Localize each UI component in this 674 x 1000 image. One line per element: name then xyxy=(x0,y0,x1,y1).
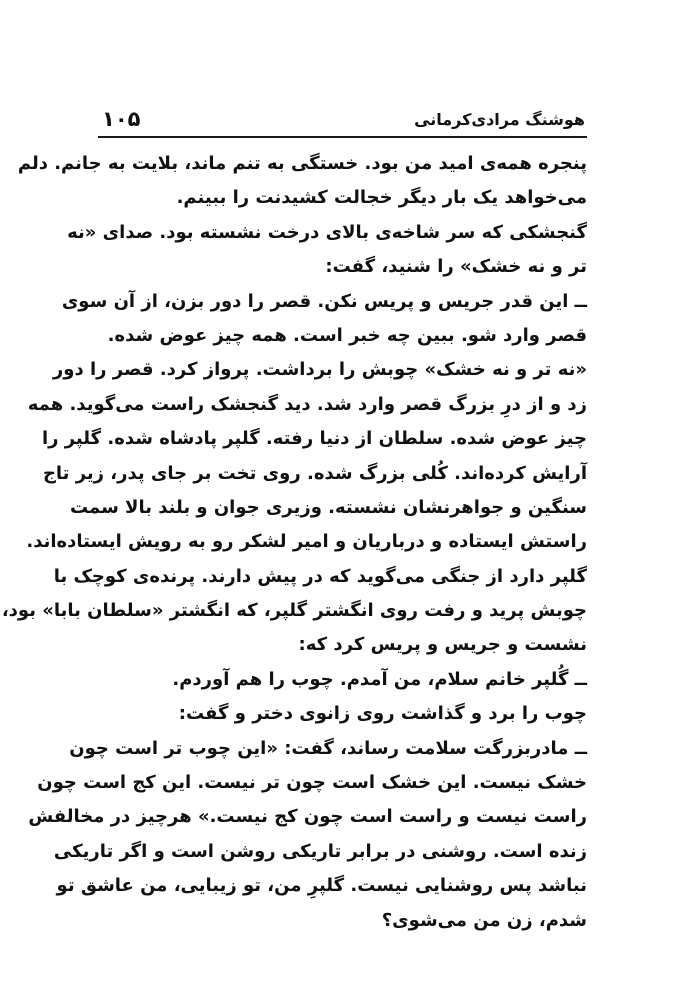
text-line: چوب را برد و گذاشت روی زانوی دختر و گفت: xyxy=(178,703,587,725)
text-line: خشک نیست. این خشک است چون تر نیست. این کج است چون xyxy=(37,772,587,794)
text-line: راست نیست و راست است چون کج نیست.» هرچیز در مخالفش xyxy=(28,806,587,828)
text-line: راستش ایستاده و درباریان و امیر لشکر رو به رویش ایستاده‌اند. xyxy=(26,531,587,553)
running-head: هوشنگ مرادی‌کرمانی xyxy=(414,110,585,129)
text-line: ــ گُلپر خانم سلام، من آمدم. چوب را هم آوردم. xyxy=(172,668,587,690)
page-header xyxy=(98,102,587,138)
text-line: پنجره همه‌ی امید من بود. خستگی به تنم ماند، بلایت به جانم. دلم xyxy=(17,153,587,174)
text-line: گلپر دارد از جنگی می‌گوید که در پیش دارند. پرنده‌ی کوچک با xyxy=(53,565,587,587)
text-line: زنده است. روشنی در برابر تاریکی روشن است و اگر تاریکی xyxy=(53,840,587,862)
text-line: نشست و جریس و پریس کرد که: xyxy=(298,634,587,656)
text-line: چیز عوض شده. سلطان از دنیا رفته. گلپر پادشاه شده. گلپر را xyxy=(41,428,587,450)
text-line: نباشد پس روشنایی نیست. گلپرِ من، تو زیبایی، من عاشق تو xyxy=(56,875,587,897)
text-line: شدم، زن من می‌شوی؟ xyxy=(381,909,587,931)
text-line: می‌خواهد یک بار دیگر خجالت کشیدنت را ببینم. xyxy=(176,187,587,209)
text-line: «نه تر و نه خشک» چوبش را برداشت. پرواز کرد. قصر را دور xyxy=(52,359,587,381)
text-line: آرایش کرده‌اند. کُلی بزرگ شده. روی تخت بر جای پدر، زیر تاج xyxy=(42,462,587,484)
text-line: گنجشکی که سر شاخه‌ی بالای درخت نشسته بود. صدای «نه xyxy=(67,221,587,243)
text-line: تر و نه خشک» را شنید، گفت: xyxy=(325,256,587,278)
text-line: ــ این قدر جریس و پریس نکن. قصر را دور بزن، از آن سوی xyxy=(61,290,587,312)
text-line: قصر وارد شو. ببین چه خبر است. همه چیز عوض شده. xyxy=(107,324,587,346)
text-line: ــ مادربزرگت سلامت رساند، گفت: «این چوب تر است چون xyxy=(69,737,587,759)
page-number: ۱۰۵ xyxy=(102,107,141,131)
text-line: سنگین و جواهرنشان نشسته. وزیری جوان و بلند بالا سمت xyxy=(69,496,587,518)
body-text xyxy=(1,147,587,938)
text-line: زد و از درِ بزرگ قصر وارد شد. دید گنجشک راست می‌گوید. همه xyxy=(27,393,587,415)
text-line: چوبش پرید و رفت روی انگشتر گلپر، که انگشتر «سلطان بابا» بود، xyxy=(1,600,587,622)
